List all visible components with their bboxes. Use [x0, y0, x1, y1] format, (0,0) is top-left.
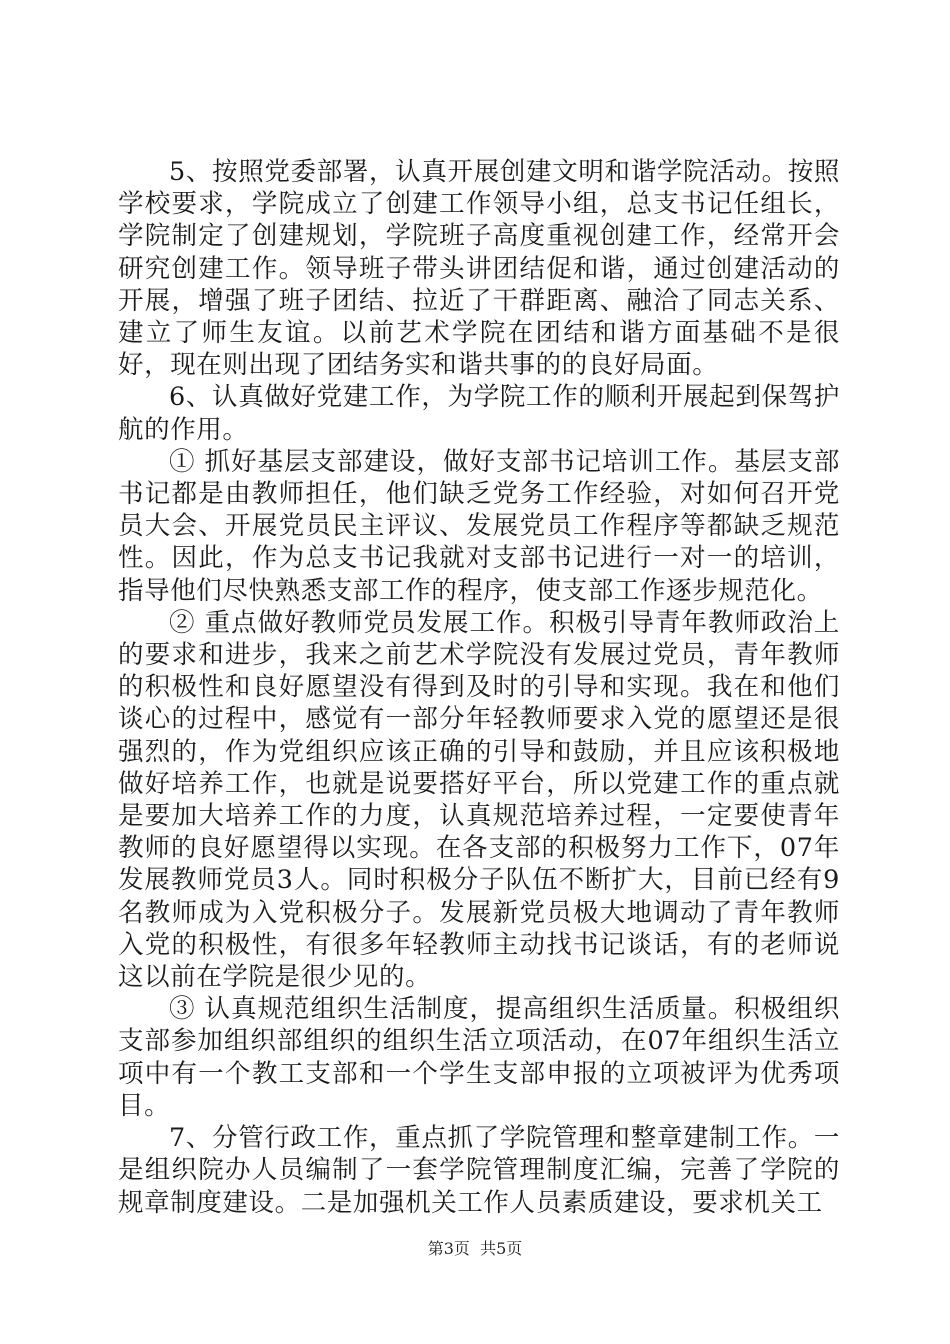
paragraph-subitem-1: ① 抓好基层支部建设，做好支部书记培训工作。基层支部书记都是由教师担任，他们缺乏党务工作经验，对如何召开党员大会、开展党员民主评议、发展党员工作程序等都缺乏规范性。因此，作为总支书记我就对支部书记进行一对一的培训，指导他们尽快熟悉支部工作的程序，使支部工作逐步规范化。	[118, 446, 840, 606]
page-number: 第3页	[427, 1239, 470, 1258]
page-total: 共5页	[480, 1239, 523, 1258]
page-footer	[0, 1238, 950, 1260]
document-body	[118, 156, 840, 1219]
paragraph-item-6: 6、认真做好党建工作，为学院工作的顺利开展起到保驾护航的作用。	[118, 382, 840, 445]
paragraph-item-7: 7、分管行政工作，重点抓了学院管理和整章建制工作。一是组织院办人员编制了一套学院管理制度汇编，完善了学院的规章制度建设。二是加强机关工作人员素质建设，要求机关工	[118, 1123, 840, 1218]
paragraph-subitem-2: ② 重点做好教师党员发展工作。积极引导青年教师政治上的要求和进步，我来之前艺术学院没有发展过党员，青年教师的积极性和良好愿望没有得到及时的引导和实现。我在和他们谈心的过程中，感觉有一部分年轻教师要求入党的愿望还是很强烈的，作为党组织应该正确的引导和鼓励，并且应该积极地做好培养工作，也就是说要搭好平台，所以党建工作的重点就是要加大培养工作的力度，认真规范培养过程，一定要使青年教师的良好愿望得以实现。在各支部的积极努力工作下，07年发展教师党员3人。同时积极分子队伍不断扩大，目前已经有9名教师成为入党积极分子。发展新党员极大地调动了青年教师入党的积极性，有很多年轻教师主动找书记谈话，有的老师说这以前在学院是很少见的。	[118, 607, 840, 993]
paragraph-item-5: 5、按照党委部署，认真开展创建文明和谐学院活动。按照学校要求，学院成立了创建工作领导小组，总支书记任组长，学院制定了创建规划，学院班子高度重视创建工作，经常开会研究创建工作。领导班子带头讲团结促和谐，通过创建活动的开展，增强了班子团结、拉近了干群距离、融洽了同志关系、建立了师生友谊。以前艺术学院在团结和谐方面基础不是很好，现在则出现了团结务实和谐共事的的良好局面。	[118, 157, 840, 381]
paragraph-subitem-3: ③ 认真规范组织生活制度，提高组织生活质量。积极组织支部参加组织部组织的组织生活立项活动，在07年组织生活立项中有一个教工支部和一个学生支部申报的立项被评为优秀项目。	[118, 994, 840, 1121]
